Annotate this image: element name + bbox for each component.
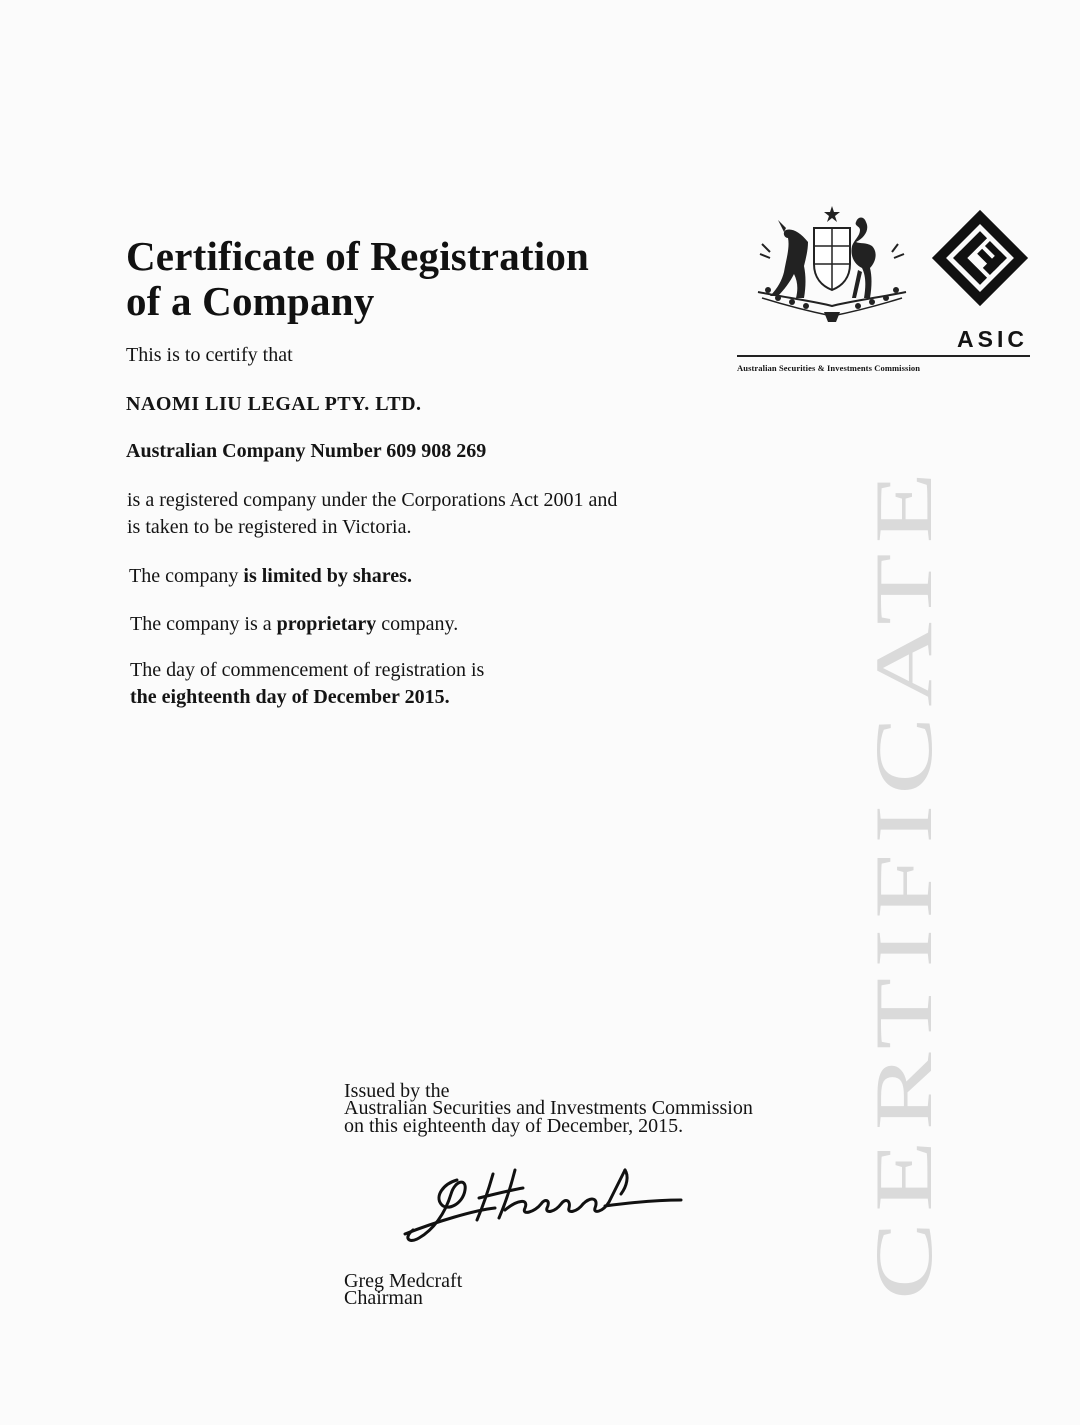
issued-by-line-1: Issued by the [344, 1080, 450, 1102]
registration-line-1: is a registered company under the Corporations Act 2001 and [127, 489, 618, 511]
asic-abbreviation: ASIC [957, 326, 1028, 352]
issued-by-line-3: on this eighteenth day of December, 2015. [344, 1115, 684, 1137]
intro-text: This is to certify that [126, 344, 293, 366]
limited-statement [129, 563, 412, 590]
type-suffix: company. [381, 613, 459, 635]
asic-divider [737, 355, 1030, 357]
company-number: Australian Company Number 609 908 269 [126, 440, 487, 462]
watermark-text: CERTIFICATE [858, 713, 949, 1300]
commencement-statement [130, 657, 484, 711]
asic-logo-icon [928, 206, 1032, 310]
company-type-statement [130, 611, 458, 638]
title-line-1: Certificate of Registration [126, 233, 590, 279]
commencement-line-2: the eighteenth day of December 2015. [130, 686, 450, 708]
signer-name: Greg Medcraft [344, 1270, 463, 1292]
signer-title: Chairman [344, 1287, 423, 1309]
coat-of-arms-icon [748, 202, 916, 327]
company-name: NAOMI LIU LEGAL PTY. LTD. [126, 393, 422, 415]
certificate-title [126, 234, 589, 324]
type-value: proprietary [276, 613, 377, 635]
title-line-2: of a Company [126, 278, 375, 324]
signature-icon [395, 1160, 685, 1250]
limited-prefix: The company [129, 565, 239, 587]
commencement-line-1: The day of commencement of registration is [130, 659, 485, 681]
limited-value: is limited by shares. [243, 565, 412, 587]
asic-full-name: Australian Securities & Investments Commission [737, 363, 921, 373]
registration-statement [127, 487, 617, 541]
issued-by-line-2: Australian Securities and Investments Commission [344, 1097, 753, 1119]
type-prefix: The company is a [130, 613, 272, 635]
registration-line-2: is taken to be registered in Victoria. [127, 516, 412, 538]
